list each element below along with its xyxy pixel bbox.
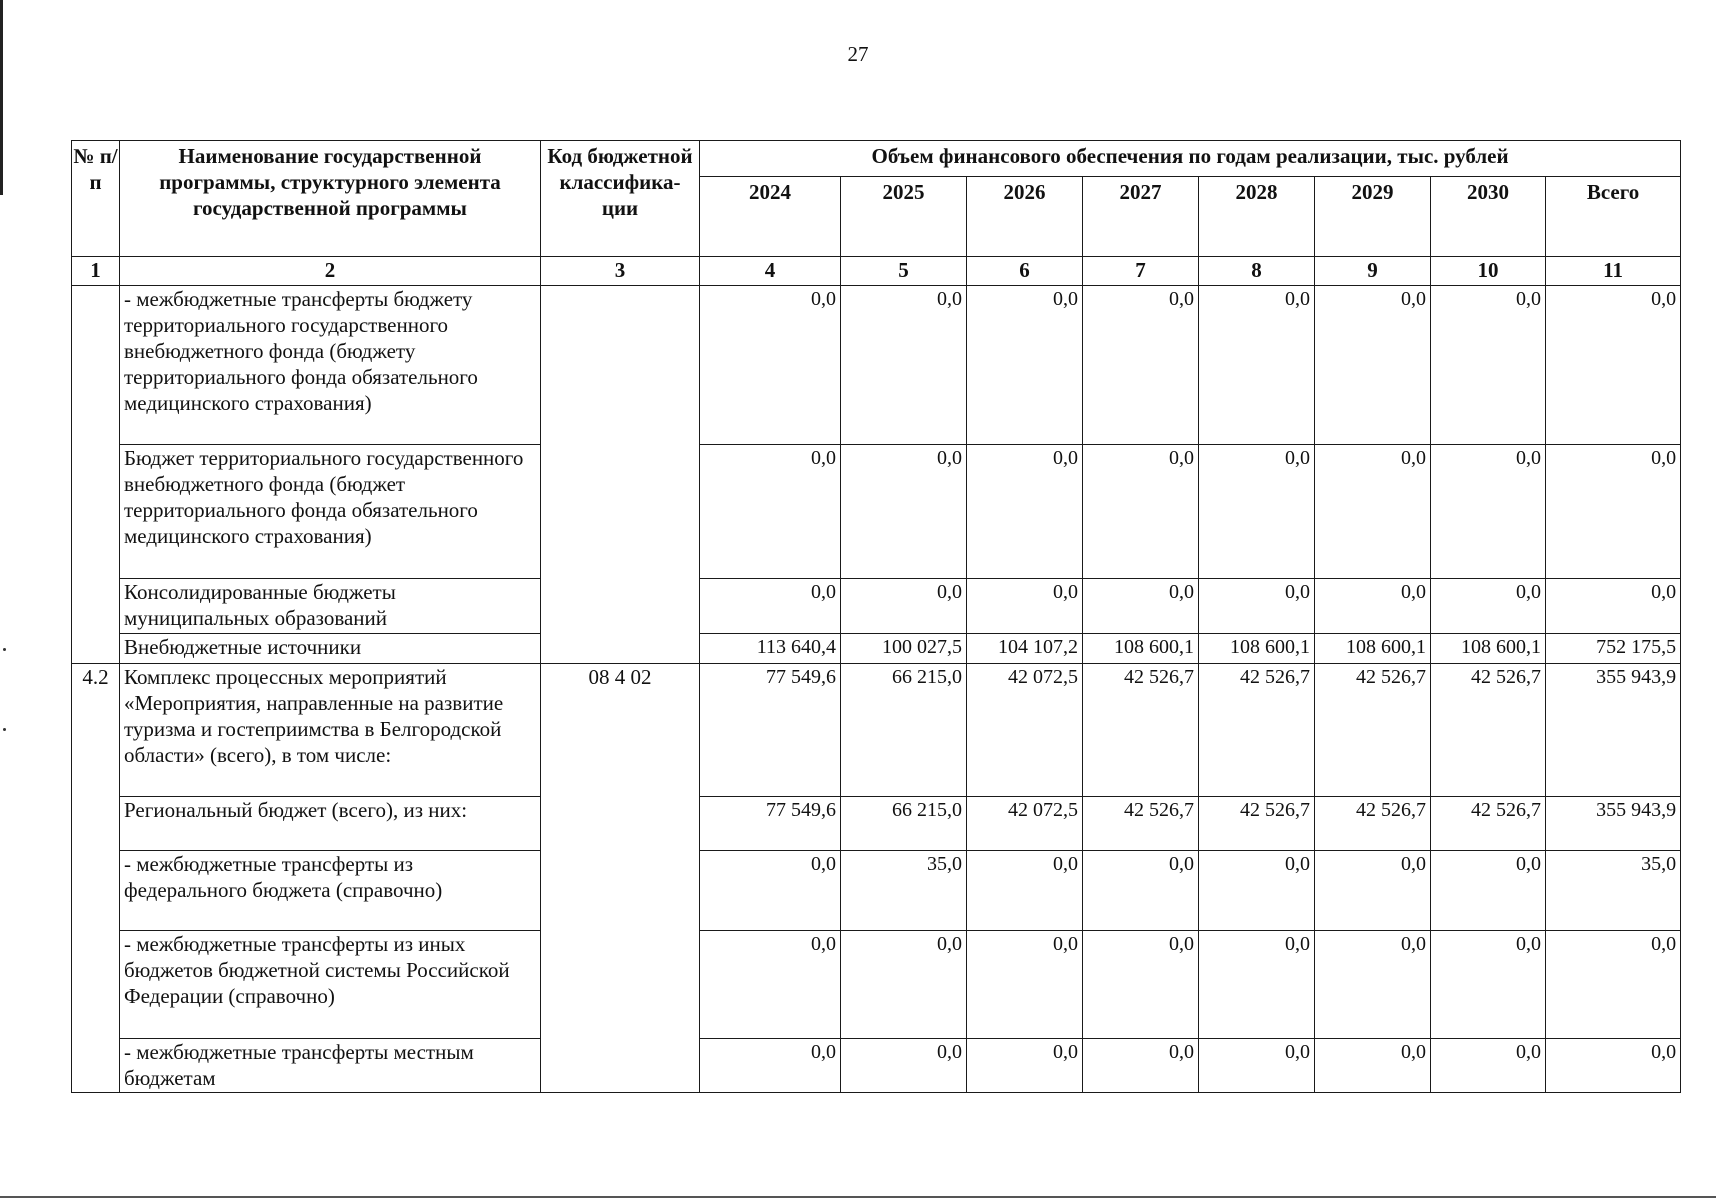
scan-edge-dot (3, 728, 6, 731)
page-number: 27 (847, 42, 869, 66)
row-name: Комплекс процессных мероприятий «Мероприятия, направленные на развитие туризма и гостеприимства в Белгородской области» (всего), в том числе: (120, 664, 541, 797)
row-name: - межбюджетные трансферты местным бюджетам (120, 1039, 541, 1093)
column-number: 7 (1083, 257, 1199, 286)
cell-value: 108 600,1 (1315, 634, 1431, 664)
row-name: - межбюджетные трансферты из иных бюджетов бюджетной системы Российской Федерации (справочно) (120, 931, 541, 1039)
column-number: 4 (700, 257, 841, 286)
column-number: 11 (1546, 257, 1681, 286)
header-year: 2029 (1315, 177, 1431, 257)
cell-value: 0,0 (700, 851, 841, 931)
column-number: 10 (1431, 257, 1546, 286)
column-number-row (72, 257, 1681, 286)
cell-value: 0,0 (967, 445, 1083, 579)
table-row (72, 445, 1681, 579)
table-row (72, 664, 1681, 797)
cell-value: 0,0 (967, 931, 1083, 1039)
header-year: 2027 (1083, 177, 1199, 257)
header-year: 2024 (700, 177, 841, 257)
cell-value: 0,0 (841, 445, 967, 579)
cell-value: 0,0 (1431, 931, 1546, 1039)
cell-total: 0,0 (1546, 445, 1681, 579)
column-number: 1 (72, 257, 120, 286)
cell-value: 0,0 (700, 286, 841, 445)
cell-value: 0,0 (967, 286, 1083, 445)
cell-total: 0,0 (1546, 579, 1681, 634)
cell-value: 0,0 (1199, 1039, 1315, 1093)
cell-total: 0,0 (1546, 1039, 1681, 1093)
row-number (72, 286, 120, 664)
cell-value: 0,0 (1315, 579, 1431, 634)
column-number: 8 (1199, 257, 1315, 286)
table-row (72, 286, 1681, 445)
cell-value: 0,0 (1431, 445, 1546, 579)
cell-value: 108 600,1 (1431, 634, 1546, 664)
header-num: № п/п (72, 141, 120, 257)
scan-edge-mark (0, 0, 3, 195)
table-row (72, 931, 1681, 1039)
cell-value: 0,0 (1083, 1039, 1199, 1093)
cell-value: 0,0 (841, 286, 967, 445)
cell-value: 0,0 (1431, 286, 1546, 445)
table-row (72, 634, 1681, 664)
column-number: 6 (967, 257, 1083, 286)
cell-value: 0,0 (1199, 931, 1315, 1039)
cell-value: 108 600,1 (1083, 634, 1199, 664)
cell-value: 42 072,5 (967, 664, 1083, 797)
column-number: 3 (541, 257, 700, 286)
column-number: 9 (1315, 257, 1431, 286)
cell-value: 0,0 (1431, 579, 1546, 634)
cell-value: 0,0 (1083, 931, 1199, 1039)
cell-value: 0,0 (1199, 579, 1315, 634)
cell-value: 0,0 (1083, 851, 1199, 931)
row-name: - межбюджетные трансферты бюджету территориального государственного внебюджетного фонда (бюджету территориального фонда обязательного медицинского страхования) (120, 286, 541, 445)
cell-value: 42 526,7 (1315, 797, 1431, 851)
cell-value: 0,0 (1199, 851, 1315, 931)
cell-value: 66 215,0 (841, 664, 967, 797)
cell-value: 42 526,7 (1199, 664, 1315, 797)
cell-value: 0,0 (1315, 1039, 1431, 1093)
cell-value: 77 549,6 (700, 664, 841, 797)
cell-value: 0,0 (1431, 851, 1546, 931)
column-number: 2 (120, 257, 541, 286)
header-row-top (72, 141, 1681, 177)
cell-total: 752 175,5 (1546, 634, 1681, 664)
row-name: Бюджет территориального государственного внебюджетного фонда (бюджет территориального фонда обязательного медицинского страхования) (120, 445, 541, 579)
header-year: 2026 (967, 177, 1083, 257)
row-code: 08 4 02 (541, 664, 700, 1093)
cell-value: 66 215,0 (841, 797, 967, 851)
cell-value: 42 526,7 (1431, 797, 1546, 851)
cell-value: 42 526,7 (1083, 664, 1199, 797)
column-number: 5 (841, 257, 967, 286)
cell-value: 0,0 (1083, 445, 1199, 579)
cell-total: 0,0 (1546, 286, 1681, 445)
cell-value: 0,0 (700, 579, 841, 634)
cell-value: 0,0 (1083, 579, 1199, 634)
cell-value: 0,0 (967, 851, 1083, 931)
cell-value: 42 526,7 (1199, 797, 1315, 851)
cell-value: 108 600,1 (1199, 634, 1315, 664)
table-row (72, 579, 1681, 634)
row-number: 4.2 (72, 664, 120, 1093)
table-row (72, 1039, 1681, 1093)
cell-value: 0,0 (1315, 445, 1431, 579)
header-total: Всего (1546, 177, 1681, 257)
cell-value: 0,0 (1315, 286, 1431, 445)
row-code (541, 286, 700, 664)
cell-value: 0,0 (841, 1039, 967, 1093)
header-code: Код бюджетной классифика-ции (541, 141, 700, 257)
cell-value: 42 526,7 (1431, 664, 1546, 797)
table-row (72, 851, 1681, 931)
scan-edge-dot (3, 648, 6, 651)
header-name: Наименование государственной программы, структурного элемента государственной программы (120, 141, 541, 257)
header-year: 2028 (1199, 177, 1315, 257)
cell-value: 0,0 (967, 579, 1083, 634)
cell-total: 0,0 (1546, 931, 1681, 1039)
header-volume: Объем финансового обеспечения по годам реализации, тыс. рублей (700, 141, 1681, 177)
cell-value: 0,0 (841, 931, 967, 1039)
cell-value: 42 072,5 (967, 797, 1083, 851)
cell-value: 0,0 (841, 579, 967, 634)
cell-value: 77 549,6 (700, 797, 841, 851)
cell-total: 355 943,9 (1546, 797, 1681, 851)
cell-value: 0,0 (1199, 445, 1315, 579)
financing-table (71, 140, 1681, 1093)
scan-bottom-edge (0, 1196, 1716, 1198)
row-name: Консолидированные бюджеты муниципальных образований (120, 579, 541, 634)
cell-value: 35,0 (841, 851, 967, 931)
cell-value: 0,0 (1315, 851, 1431, 931)
cell-value: 0,0 (1199, 286, 1315, 445)
cell-value: 0,0 (967, 1039, 1083, 1093)
table-row (72, 797, 1681, 851)
row-name: Внебюджетные источники (120, 634, 541, 664)
cell-total: 355 943,9 (1546, 664, 1681, 797)
header-year: 2025 (841, 177, 967, 257)
cell-value: 0,0 (700, 445, 841, 579)
cell-value: 0,0 (700, 931, 841, 1039)
cell-value: 113 640,4 (700, 634, 841, 664)
cell-value: 104 107,2 (967, 634, 1083, 664)
cell-value: 0,0 (1431, 1039, 1546, 1093)
row-name: - межбюджетные трансферты из федерального бюджета (справочно) (120, 851, 541, 931)
cell-value: 0,0 (700, 1039, 841, 1093)
cell-value: 42 526,7 (1315, 664, 1431, 797)
cell-value: 0,0 (1315, 931, 1431, 1039)
cell-value: 100 027,5 (841, 634, 967, 664)
cell-value: 42 526,7 (1083, 797, 1199, 851)
row-name: Региональный бюджет (всего), из них: (120, 797, 541, 851)
cell-total: 35,0 (1546, 851, 1681, 931)
header-year: 2030 (1431, 177, 1546, 257)
cell-value: 0,0 (1083, 286, 1199, 445)
